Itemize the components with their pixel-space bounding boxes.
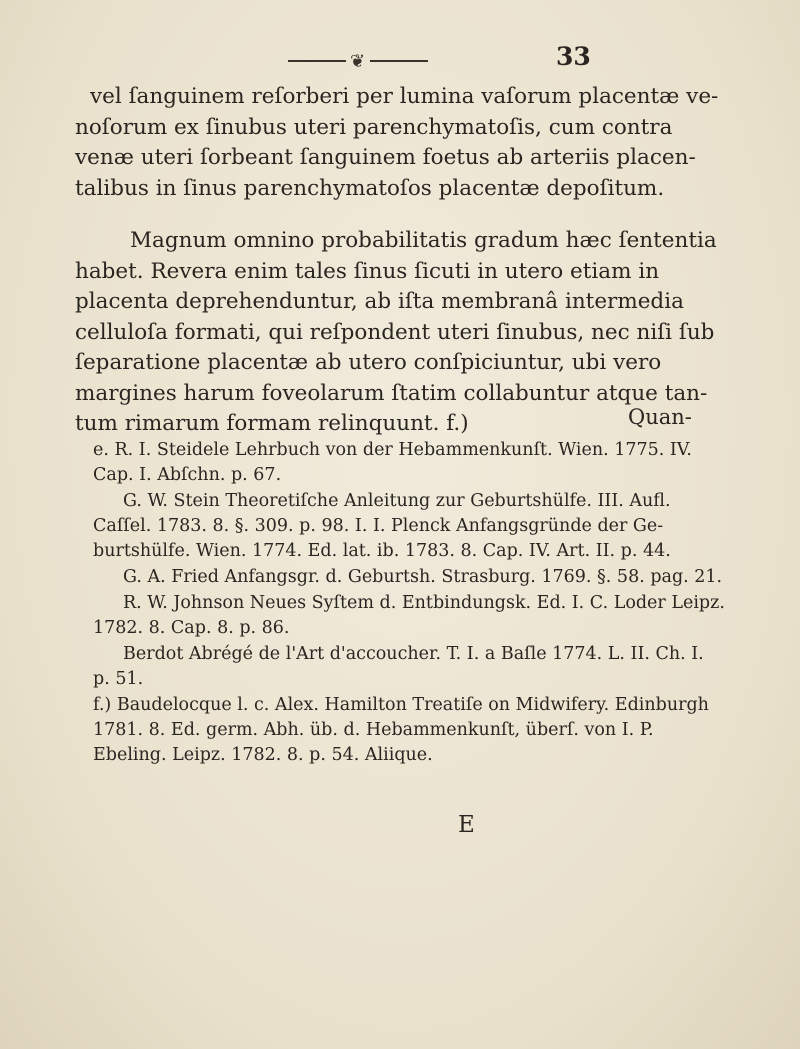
footnote-text: G. A. Fried Anfangsgr. d. Geburtsh. Strasburg. 1769. §. 58. pag. 21. (123, 567, 723, 587)
ornament-glyph: ❦ (349, 50, 367, 72)
paragraph-2: Magnum omnino probabilitatis gradum hæc ſententia habet. Revera enim tales ſinus ſicuti in utero etiam in placenta deprehenduntur, ab iſta membranâ intermedia celluloſa formati, qui reſpondent uteri ſinubus, nec niſi ſub ſeparatione placentæ ab utero conſpiciuntur, ubi vero margines harum foveolarum ſtatim collabuntur atque tan-tum rimarum formam relinquunt. f.) (75, 228, 717, 436)
footnote-text: G. W. Stein Theoretiſche Anleitung zur Geburtshülfe. III. Aufl. Caſſel. 1783. 8. §. 309. p. 98. I. I. Plenck Anfangsgründe der Ge-burtshülfe. Wien. 1774. Ed. lat. ib. 1783. 8. Cap. IV. Art. II. p. 44. (93, 491, 671, 561)
ornament-rule-left (288, 60, 346, 62)
ornament-rule-right (370, 60, 428, 62)
footnote-text: R. I. Steidele Lehrbuch von der Hebammenkunſt. Wien. 1775. IV. Cap. I. Abſchn. p. 67. (93, 440, 692, 485)
footnote-text: Berdot Abrégé de l'Art d'accoucher. T. I. a Baſle 1774. L. II. Ch. I. p. 51. (93, 644, 704, 689)
footnote-item (93, 489, 725, 564)
signature-mark: E (458, 812, 475, 838)
paragraph-1: vel ſanguinem reſorberi per lumina vaſorum placentæ ve-noſorum ex ſinubus uteri parenchymatoſis, cum contra venæ uteri ſorbeant ſanguinem foetus ab arteriis placen-talibus in ſinus parenchymatoſos placentæ depoſitum. (75, 84, 719, 201)
page-number: 33 (556, 42, 591, 71)
footnote-marker: f.) (93, 695, 112, 715)
footnote-marker: e. (93, 440, 109, 460)
footnote-item (93, 591, 725, 641)
main-text (75, 82, 725, 440)
footnote-item (93, 565, 725, 590)
footnote-item (93, 642, 725, 692)
footnote-text: R. W. Johnson Neues Syſtem d. Entbindungsk. Ed. I. C. Loder Leipz. 1782. 8. Cap. 8. p. 86. (93, 593, 725, 638)
header-ornament (258, 50, 458, 72)
footnotes (93, 438, 725, 768)
footnote-f (93, 693, 725, 768)
footnote-text: Baudelocque l. c. Alex. Hamilton Treatiſe on Midwifery. Edinburgh 1781. 8. Ed. germ. Abh. üb. d. Hebammenkunſt, überſ. von I. P. Ebeling. Leipz. 1782. 8. p. 54. Aliique. (93, 695, 709, 765)
catchword: Quan- (628, 405, 692, 429)
footnote-e (93, 438, 725, 488)
